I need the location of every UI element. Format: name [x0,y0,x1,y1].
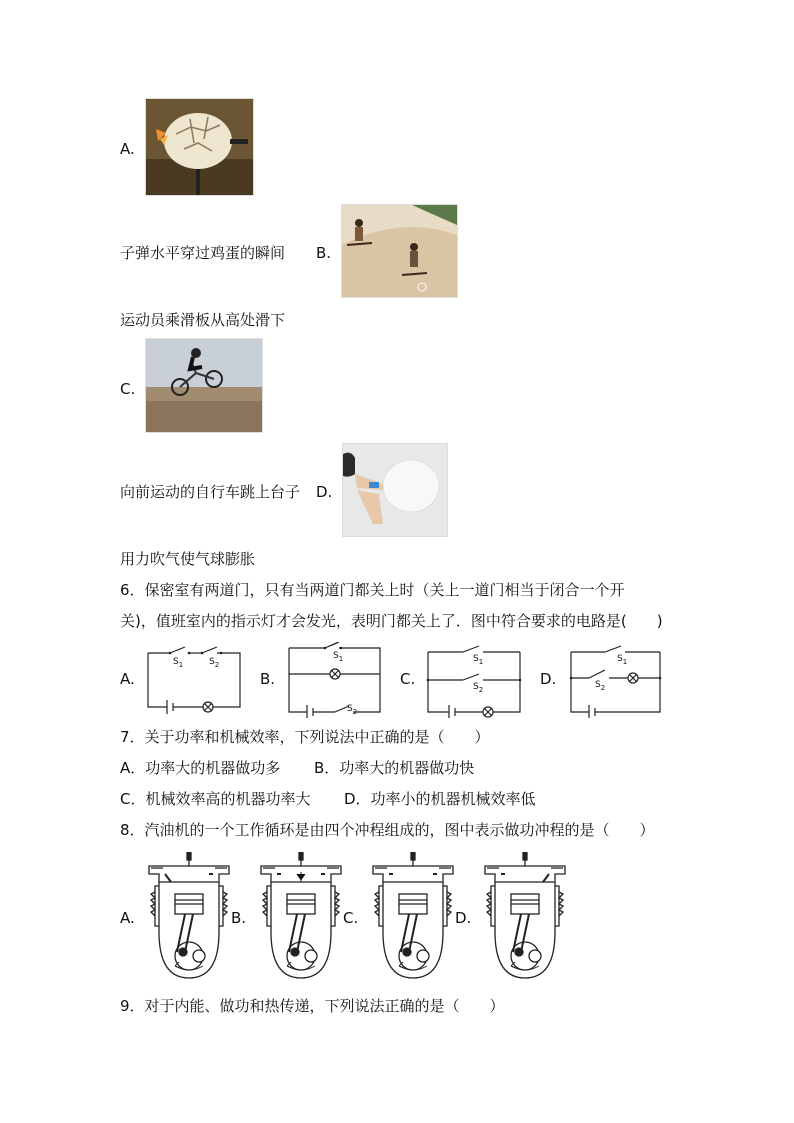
circuit-a-s1: $S_1$ [173,657,184,669]
circuit-c-s1: $S_1$ [473,654,484,666]
option-b-letter: B. [316,244,332,262]
option-c-letter: C. [120,380,136,398]
q6-stem-line1: 6．保密室有两道门，只有当两道门都关上时（关上一道门相当于闭合一个开 [120,581,625,599]
engine-b-diagram [257,852,345,982]
q7-stem: 7．关于功率和机械效率，下列说法中正确的是（ ） [120,728,490,746]
q7-option-d: D．功率小的机器机械效率低 [344,790,536,808]
option-b-caption: 运动员乘滑板从高处滑下 [120,311,286,329]
option-c-caption: 向前运动的自行车跳上台子 [120,483,301,501]
q6-stem-line2: 关)，值班室内的指示灯才会发光，表明门都关上了．图中符合要求的电路是( ) [120,612,663,630]
q7-option-b: B．功率大的机器做功快 [314,759,475,777]
q8-option-c-letter: C. [343,909,359,927]
circuit-b-s2: $S_2$ [347,704,358,716]
circuit-c-diagram [425,642,525,718]
option-d-letter: D. [316,483,333,501]
circuit-b-diagram [285,642,385,718]
circuit-d-diagram [565,642,665,718]
circuit-a-diagram [145,645,245,715]
balloon-photo [342,443,448,537]
circuit-d-s2: $S_2$ [595,680,606,692]
circuit-c-s2: $S_2$ [473,682,484,694]
q9-stem: 9．对于内能、做功和热传递，下列说法正确的是（ ） [120,997,505,1015]
egg-bullet-photo [145,98,254,196]
bicycle-jump-photo [145,338,263,433]
circuit-b-s1: $S_1$ [333,651,344,663]
circuit-a-s2: $S_2$ [209,657,220,669]
q8-option-a-letter: A. [120,909,135,927]
q8-stem: 8．汽油机的一个工作循环是由四个冲程组成的，图中表示做功冲程的是（ ） [120,821,655,839]
q6-option-b-letter: B. [260,670,276,688]
option-a-letter: A. [120,140,135,158]
engine-a-diagram [145,852,233,982]
option-d-caption: 用力吹气使气球膨胀 [120,550,256,568]
q7-option-c: C．机械效率高的机器功率大 [120,790,311,808]
engine-d-diagram [481,852,569,982]
q6-option-a-letter: A. [120,670,135,688]
q8-option-b-letter: B. [231,909,247,927]
option-a-caption: 子弹水平穿过鸡蛋的瞬间 [120,244,286,262]
q7-option-a: A．功率大的机器做功多 [120,759,281,777]
circuit-d-s1: $S_1$ [617,654,628,666]
q6-option-c-letter: C. [400,670,416,688]
engine-c-diagram [369,852,457,982]
sandboard-photo [341,204,458,298]
q8-option-d-letter: D. [455,909,472,927]
q6-option-d-letter: D. [540,670,557,688]
